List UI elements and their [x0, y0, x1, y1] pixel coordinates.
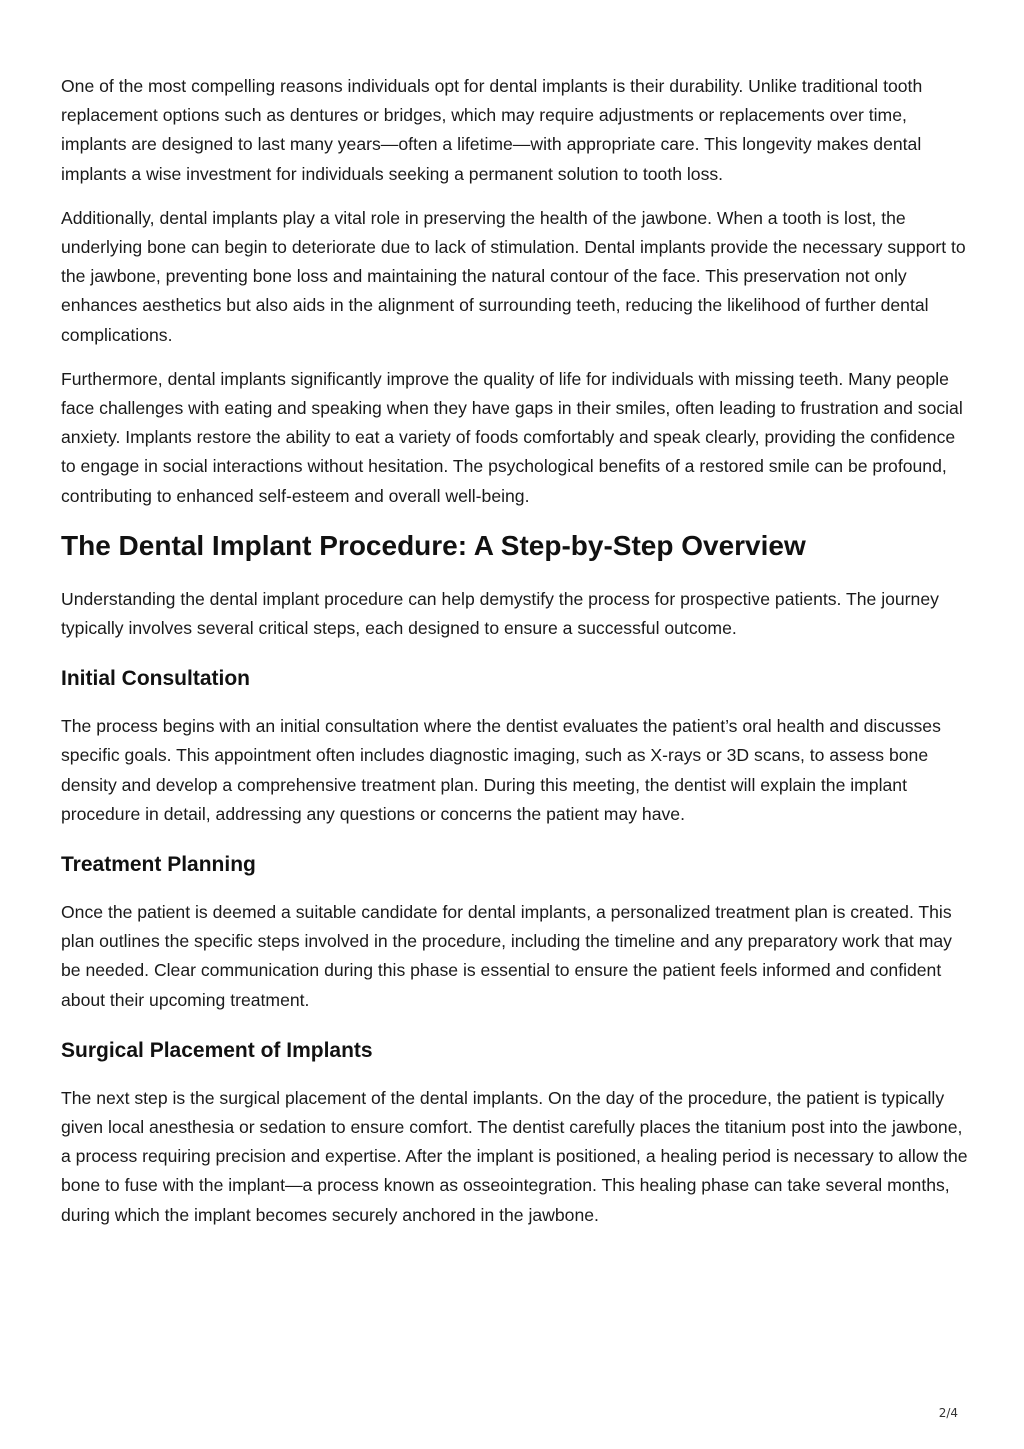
section-body-surgical-placement: The next step is the surgical placement of the dental implants. On the day of the procedure, the patient is typically given local anesthesia or sedation to ensure comfort. The dentist carefully places the titanium post into the jawbone, a process requiring precision and expertise. After the implant is positioned, a healing period is necessary to allow the bone to fuse with the implant—a process known as osseointegration. This healing phase can take several months, during which the implant becomes securely anchored in the jawbone.	[61, 1087, 968, 1225]
page-number: 2/4	[938, 1406, 958, 1420]
section-heading-treatment-planning: Treatment Planning	[61, 853, 256, 877]
section-body-initial-consultation: The process begins with an initial consultation where the dentist evaluates the patient’s oral health and discusses specific goals. This appointment often includes diagnostic imaging, such as X-rays or 3D scans, to assess bone density and develop a comprehensive treatment plan. During this meeting, the dentist will explain the implant procedure in detail, addressing any questions or concerns the patient may have.	[61, 716, 941, 824]
section-heading-initial-consultation: Initial Consultation	[61, 667, 250, 691]
section-heading-surgical-placement: Surgical Placement of Implants	[61, 1038, 373, 1062]
paragraph-jawbone: Additionally, dental implants play a vital role in preserving the health of the jawbone. When a tooth is lost, the underlying bone can begin to deteriorate due to lack of stimulation. Dental implants provide the necessary support to the jawbone, preventing bone loss and maintaining the natural contour of the face. This preservation not only enhances aesthetics but also aids in the alignment of surrounding teeth, reducing the likelihood of further dental complications.	[61, 207, 966, 345]
procedure-intro: Understanding the dental implant procedure can help demystify the process for prospective patients. The journey typically involves several critical steps, each designed to ensure a successful outcome.	[61, 588, 939, 639]
paragraph-durability: One of the most compelling reasons individuals opt for dental implants is their durability. Unlike traditional tooth replacement options such as dentures or bridges, which may require adjustments or replacements over time, implants are designed to last many years—often a lifetime—with appropriate care. This longevity makes dental implants a wise investment for individuals seeking a permanent solution to tooth loss.	[61, 76, 923, 184]
paragraph-quality-of-life: Furthermore, dental implants significantly improve the quality of life for individuals with missing teeth. Many people face challenges with eating and speaking when they have gaps in their smiles, often leading to frustration and social anxiety. Implants restore the ability to eat a variety of foods comfortably and speak clearly, providing the confidence to engage in social interactions without hesitation. The psychological benefits of a restored smile can be profound, contributing to enhanced self-esteem and overall well-being.	[61, 368, 963, 506]
procedure-heading: The Dental Implant Procedure: A Step-by-Step Overview	[61, 529, 806, 561]
section-body-treatment-planning: Once the patient is deemed a suitable candidate for dental implants, a personalized treatment plan is created. This plan outlines the specific steps involved in the procedure, including the timeline and any preparatory work that may be needed. Clear communication during this phase is essential to ensure the patient feels informed and confident about their upcoming treatment.	[61, 902, 952, 1010]
document-page	[61, 72, 969, 1245]
